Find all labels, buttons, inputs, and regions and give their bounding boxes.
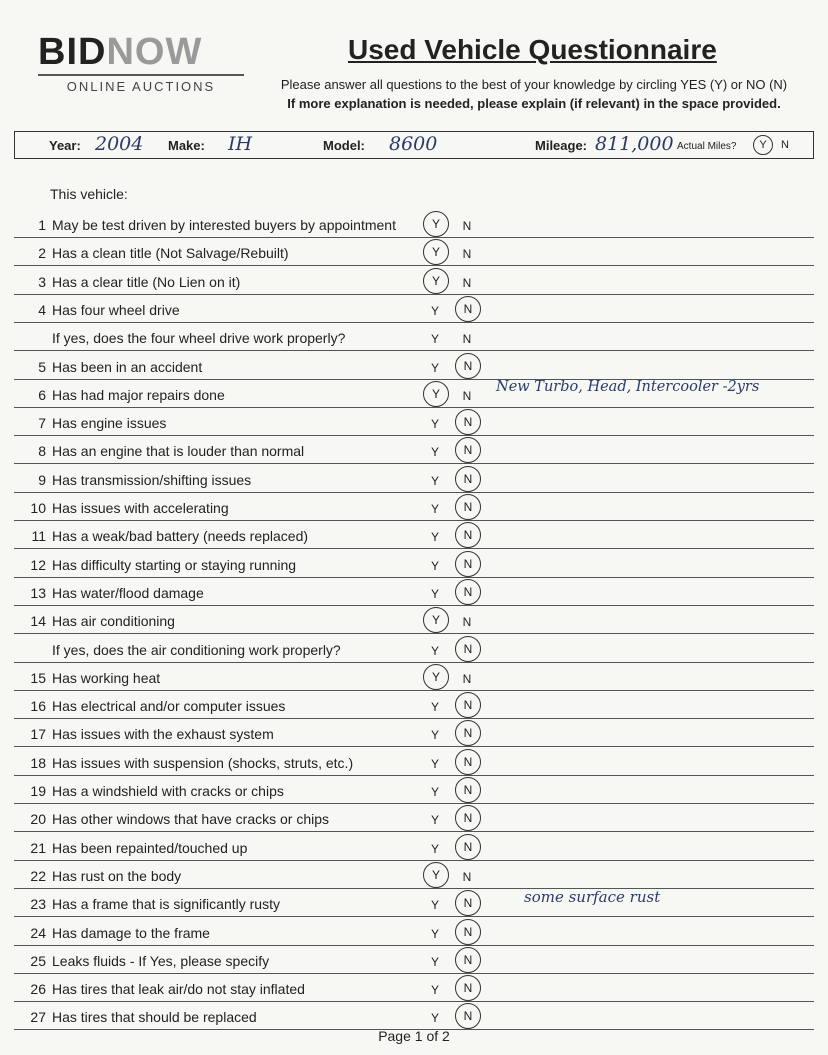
- answer-yes-option[interactable]: Y: [430, 954, 439, 969]
- question-row: [14, 520, 814, 549]
- question-text: Has water/flood damage: [52, 584, 204, 601]
- year-label: Year:: [49, 138, 81, 153]
- handwritten-note: New Turbo, Head, Intercooler -2yrs: [496, 378, 760, 395]
- answer-yes-option[interactable]: Y: [423, 268, 449, 294]
- answer-no-option[interactable]: N: [455, 1003, 481, 1029]
- page-title: Used Vehicle Questionnaire: [348, 34, 717, 65]
- question-number: 6: [38, 386, 46, 403]
- question-row: [14, 917, 814, 946]
- question-text: Has a windshield with cracks or chips: [52, 783, 284, 799]
- question-number: 4: [38, 301, 46, 318]
- question-row: [14, 322, 814, 351]
- model-field[interactable]: 8600: [389, 133, 438, 155]
- question-row: [14, 407, 814, 436]
- question-row: [14, 209, 814, 238]
- question-row: [14, 945, 814, 974]
- answer-no-option[interactable]: N: [455, 777, 481, 803]
- question-text: Has a clean title (Not Salvage/Rebuilt): [52, 245, 289, 262]
- question-text: Has transmission/shifting issues: [52, 471, 252, 488]
- question-text: Has air conditioning: [52, 613, 175, 630]
- question-text: Has an engine that is louder than normal: [52, 443, 305, 460]
- instructions-line-2: If more explanation is needed, please explain (if relevant) in the space provided.: [287, 96, 781, 111]
- answer-yes-option[interactable]: Y: [430, 813, 439, 828]
- question-number: 23: [30, 896, 46, 913]
- actual-miles-label: Actual Miles?: [677, 141, 737, 152]
- question-text: Leaks fluids - If Yes, please specify: [52, 952, 270, 969]
- answer-no-option[interactable]: N: [455, 919, 481, 945]
- question-text: Has tires that should be replaced: [52, 1009, 257, 1026]
- answer-no-option[interactable]: N: [462, 671, 472, 686]
- answer-no-option[interactable]: N: [462, 275, 472, 290]
- question-row: [14, 634, 814, 663]
- answer-no-option[interactable]: N: [455, 947, 481, 973]
- answer-no-option[interactable]: N: [455, 636, 481, 662]
- bidnow-logo: [38, 32, 244, 94]
- question-row: [14, 577, 814, 606]
- answer-yes-option[interactable]: Y: [430, 586, 439, 601]
- question-row: [14, 832, 814, 861]
- question-row: [14, 973, 814, 1002]
- question-row: [14, 237, 814, 266]
- answer-no-option[interactable]: N: [455, 494, 481, 520]
- answer-yes-option[interactable]: Y: [430, 643, 439, 658]
- make-field[interactable]: IH: [228, 133, 253, 155]
- question-text: Has had major repairs done: [52, 386, 225, 403]
- question-row: [14, 718, 814, 747]
- question-text: Has a frame that is significantly rusty: [52, 896, 280, 913]
- section-label: This vehicle:: [50, 186, 128, 202]
- question-text: Has engine issues: [52, 415, 167, 432]
- question-text: Has damage to the frame: [52, 924, 210, 941]
- question-row: [14, 492, 814, 521]
- logo-bid: BID: [38, 31, 107, 73]
- question-text: If yes, does the four wheel drive work properly?: [52, 330, 346, 347]
- question-text: Has working heat: [52, 669, 161, 686]
- question-number: 10: [30, 500, 46, 516]
- actual-miles-yes-option[interactable]: Y: [753, 135, 773, 155]
- question-row: [14, 351, 814, 380]
- question-number: 27: [30, 1009, 46, 1026]
- year-field[interactable]: 2004: [95, 133, 144, 155]
- question-row: [14, 464, 814, 493]
- question-text: Has difficulty starting or staying running: [52, 556, 297, 573]
- question-number: 24: [30, 924, 46, 941]
- question-number: 12: [30, 556, 46, 573]
- answer-no-option[interactable]: N: [455, 890, 481, 916]
- answer-yes-option[interactable]: Y: [430, 473, 439, 488]
- mileage-field[interactable]: 811,000: [595, 133, 674, 155]
- question-row: [14, 803, 814, 832]
- answer-yes-option[interactable]: Y: [430, 700, 439, 715]
- question-text: If yes, does the air conditioning work properly?: [52, 641, 341, 658]
- answer-no-option[interactable]: N: [455, 437, 481, 463]
- vehicle-info-box: [14, 131, 814, 159]
- answer-yes-option[interactable]: Y: [430, 502, 439, 516]
- question-text: Has issues with suspension (shocks, struts, etc.): [52, 754, 354, 771]
- answer-yes-option[interactable]: Y: [430, 756, 439, 771]
- question-number: 9: [38, 471, 46, 488]
- answer-no-option[interactable]: N: [462, 615, 472, 630]
- answer-no-option[interactable]: N: [455, 551, 481, 577]
- answer-no-option[interactable]: N: [462, 869, 472, 884]
- answer-no-option[interactable]: N: [455, 466, 481, 492]
- question-row: [14, 888, 814, 917]
- question-number: 8: [38, 443, 46, 460]
- question-number: 22: [30, 867, 46, 884]
- logo-divider: [38, 74, 244, 76]
- handwritten-note: some surface rust: [524, 888, 661, 907]
- answer-yes-option[interactable]: Y: [423, 862, 449, 888]
- answer-yes-option[interactable]: Y: [430, 530, 439, 545]
- logo-subtitle: ONLINE AUCTIONS: [66, 79, 216, 94]
- question-row: [14, 379, 814, 408]
- answer-yes-option[interactable]: Y: [430, 558, 439, 573]
- answer-no-option[interactable]: N: [462, 332, 472, 347]
- question-text: Has been in an accident: [52, 358, 203, 375]
- answer-no-option[interactable]: N: [455, 720, 481, 746]
- page-number: Page 1 of 2: [378, 1028, 450, 1044]
- answer-no-option[interactable]: N: [455, 975, 481, 1001]
- make-label: Make:: [168, 138, 205, 153]
- answer-no-option[interactable]: N: [455, 834, 481, 860]
- answer-yes-option[interactable]: Y: [430, 417, 439, 432]
- question-number: 16: [30, 698, 46, 715]
- question-row: [14, 266, 814, 295]
- answer-no-option[interactable]: N: [455, 805, 481, 831]
- logo-now: NOW: [106, 31, 203, 73]
- question-text: Has a clear title (No Lien on it): [52, 273, 241, 290]
- question-row: [14, 860, 814, 889]
- question-number: 26: [30, 981, 46, 998]
- question-number: 14: [30, 613, 46, 630]
- answer-yes-option[interactable]: Y: [430, 332, 439, 347]
- answer-yes-option[interactable]: Y: [430, 841, 439, 856]
- question-number: 15: [30, 669, 46, 686]
- model-label: Model:: [323, 138, 365, 153]
- question-number: 7: [38, 415, 46, 432]
- question-number: 21: [30, 839, 46, 856]
- answer-yes-option[interactable]: Y: [423, 381, 449, 407]
- question-row: [14, 435, 814, 464]
- logo-wordmark: [38, 32, 244, 72]
- instructions-line-1: Please answer all questions to the best of your knowledge by circling YES (Y) or NO (N): [280, 77, 788, 92]
- question-number: 5: [38, 358, 46, 375]
- answer-no-option[interactable]: N: [462, 388, 472, 403]
- question-row: [14, 775, 814, 804]
- question-number: 1: [38, 217, 46, 233]
- question-text: Has a weak/bad battery (needs replaced): [52, 528, 309, 545]
- question-row: [14, 1001, 814, 1030]
- question-text: Has issues with accelerating: [52, 500, 229, 516]
- question-number: 20: [30, 811, 46, 828]
- question-number: 17: [30, 726, 46, 743]
- question-row: [14, 690, 814, 719]
- answer-yes-option[interactable]: Y: [430, 360, 439, 375]
- answer-yes-option[interactable]: Y: [423, 211, 449, 237]
- question-text: Has four wheel drive: [52, 301, 180, 318]
- question-number: 13: [30, 584, 46, 601]
- question-row: [14, 294, 814, 323]
- answer-yes-option[interactable]: Y: [430, 926, 439, 941]
- answer-yes-option[interactable]: Y: [423, 607, 449, 633]
- answer-yes-option[interactable]: Y: [430, 785, 439, 799]
- question-row: [14, 605, 814, 634]
- answer-yes-option[interactable]: Y: [430, 983, 439, 998]
- question-row: [14, 549, 814, 578]
- answer-yes-option[interactable]: Y: [430, 445, 439, 460]
- question-number: 25: [30, 952, 46, 969]
- question-text: Has been repainted/touched up: [52, 839, 248, 856]
- answer-no-option[interactable]: N: [455, 522, 481, 548]
- question-text: Has tires that leak air/do not stay inflated: [52, 981, 305, 998]
- answer-yes-option[interactable]: Y: [430, 898, 439, 913]
- answer-no-option[interactable]: N: [455, 692, 481, 718]
- answer-yes-option[interactable]: Y: [423, 239, 449, 265]
- answer-no-option[interactable]: N: [455, 353, 481, 379]
- mileage-label: Mileage:: [535, 138, 588, 153]
- answer-no-option[interactable]: N: [462, 219, 472, 233]
- question-row: [14, 662, 814, 691]
- answer-yes-option[interactable]: Y: [430, 1011, 439, 1026]
- question-number: 2: [38, 245, 46, 262]
- question-text: Has issues with the exhaust system: [52, 726, 274, 743]
- question-text: May be test driven by interested buyers by appointment: [52, 217, 396, 233]
- question-number: 11: [31, 528, 46, 545]
- question-number: 19: [30, 783, 46, 799]
- question-number: 3: [38, 273, 46, 290]
- answer-yes-option[interactable]: Y: [430, 303, 439, 318]
- answer-no-option[interactable]: N: [455, 409, 481, 435]
- question-text: Has electrical and/or computer issues: [52, 698, 286, 715]
- actual-miles-no-option[interactable]: N: [781, 139, 789, 151]
- answer-yes-option[interactable]: Y: [423, 664, 449, 690]
- answer-no-option[interactable]: N: [455, 579, 481, 605]
- answer-no-option[interactable]: N: [455, 296, 481, 322]
- question-number: 18: [30, 754, 46, 771]
- answer-no-option[interactable]: N: [455, 749, 481, 775]
- question-text: Has rust on the body: [52, 867, 182, 884]
- question-text: Has other windows that have cracks or chips: [52, 811, 330, 828]
- answer-yes-option[interactable]: Y: [430, 728, 439, 743]
- answer-no-option[interactable]: N: [462, 247, 472, 262]
- question-row: [14, 747, 814, 776]
